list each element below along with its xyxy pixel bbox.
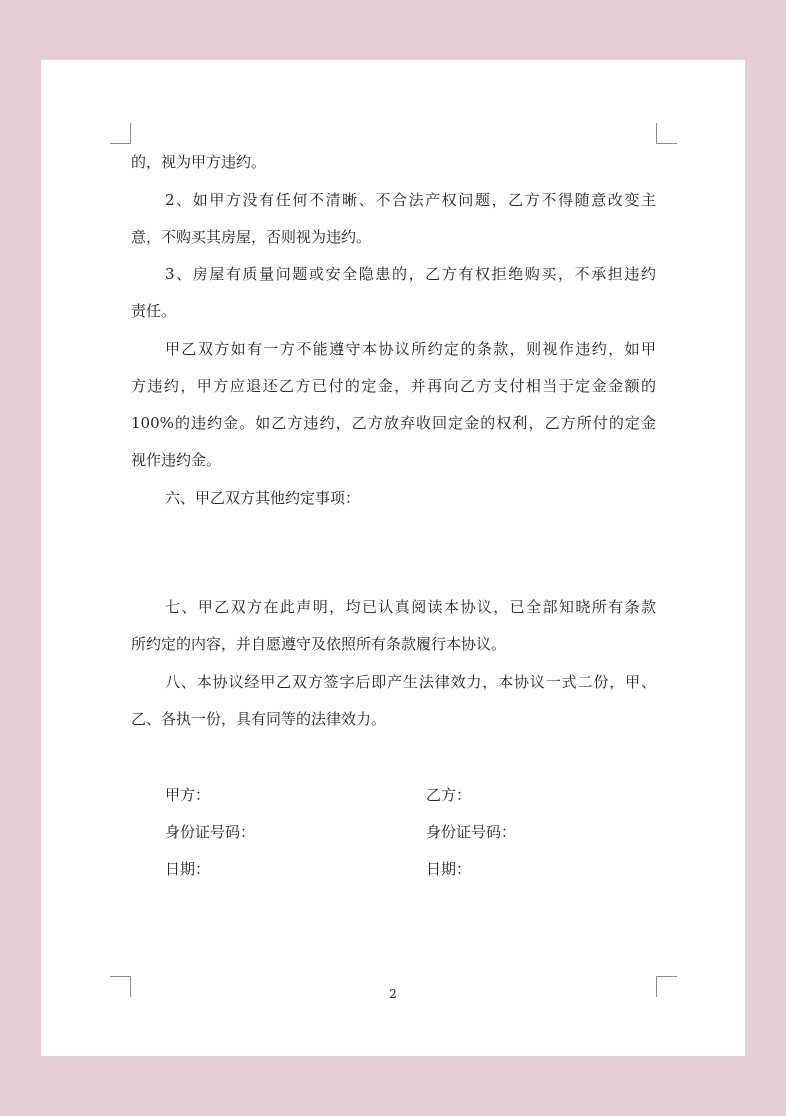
party-b-id-label: 身份证号码： (426, 823, 517, 841)
clause-2-line: 2、如甲方没有任何不清晰、不合法产权问题，乙方不得随意改变主 (165, 191, 656, 209)
party-a-label: 甲方： (165, 786, 211, 804)
corner-mark-top-right (656, 123, 677, 144)
party-a-date-label: 日期： (165, 860, 211, 878)
breach-paragraph-line: 100%的违约金。如乙方违约，乙方放弃收回定金的权利，乙方所付的定金 (131, 414, 656, 432)
page-number: 2 (389, 987, 397, 1001)
breach-paragraph-line: 视作违约金。 (131, 451, 222, 469)
section-seven-line: 所约定的内容，并自愿遵守及依照所有条款履行本协议。 (131, 635, 507, 653)
section-six-heading: 六、甲乙双方其他约定事项： (165, 489, 361, 507)
party-b-date-label: 日期： (426, 860, 472, 878)
clause-2-line: 意，不购买其房屋，否则视为违约。 (131, 228, 372, 246)
party-b-label: 乙方： (426, 786, 472, 804)
party-a-id-label: 身份证号码： (165, 823, 256, 841)
section-seven-line: 七、甲乙双方在此声明，均已认真阅读本协议，已全部知晓所有条款 (165, 598, 656, 616)
breach-paragraph-line: 方违约，甲方应退还乙方已付的定金，并再向乙方支付相当于定金金额的 (131, 377, 656, 395)
breach-paragraph-line: 甲乙双方如有一方不能遵守本协议所约定的条款，则视作违约，如甲 (165, 340, 656, 358)
clause-3-line: 责任。 (131, 302, 177, 320)
section-eight-line: 乙、各执一份，具有同等的法律效力。 (131, 710, 387, 728)
paragraph-line: 的，视为甲方违约。 (131, 153, 267, 171)
clause-3-line: 3、房屋有质量问题或安全隐患的，乙方有权拒绝购买，不承担违约 (165, 265, 656, 283)
section-eight-line: 八、本协议经甲乙双方签字后即产生法律效力，本协议一式二份，甲、 (165, 673, 656, 691)
corner-mark-top-left (110, 123, 131, 144)
document-page (41, 60, 745, 1056)
